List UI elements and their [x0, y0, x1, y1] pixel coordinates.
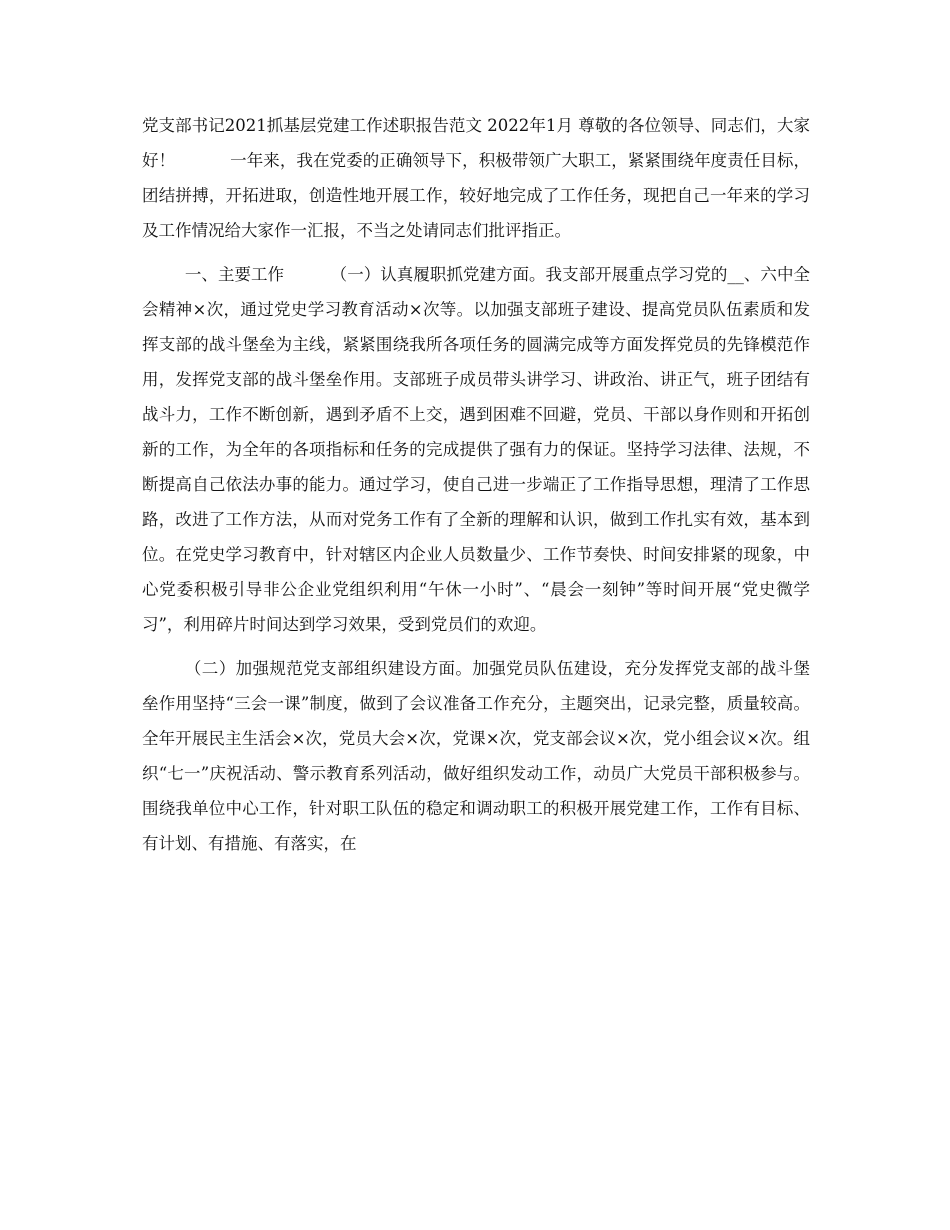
paragraph-main-work: 一、主要工作 （一）认真履职抓党建方面。我支部开展重点学习党的__、六中全会精神×次，通过党史学习教育活动×次等。以加强支部班子建设、提高党员队伍素质和发挥支部的战斗堡垒为主线，紧紧围绕我所各项任务的圆满完成等方面发挥党员的先锋模范作用，发挥党支部的战斗堡垒作用。支部班子成员带头讲学习、讲政治、讲正气，班子团结有战斗力，工作不断创新，遇到矛盾不上交，遇到困难不回避，党员、干部以身作则和开拓创新的工作，为全年的各项指标和任务的完成提供了强有力的保证。坚持学习法律、法规，不断提高自己依法办事的能力。通过学习，使自己进一步端正了工作指导思想，理清了工作思路，改进了工作方法，从而对党务工作有了全新的理解和认识，做到工作扎实有效，基本到位。在党史学习教育中，针对辖区内企业人员数量少、工作节奏快、时间安排紧的现象，中心党委积极引导非公企业党组织利用“午休一小时”、“晨会一刻钟”等时间开展“党史微学习”，利用碎片时间达到学习效果，受到党员们的欢迎。 [142, 265, 810, 634]
paragraph-intro: 党支部书记2021抓基层党建工作述职报告范文 2022年1月 尊敬的各位领导、同志们，大家好！ 一年来，我在党委的正确领导下，积极带领广大职工，紧紧围绕年度责任目标，团结拼搏，开拓进取，创造性地开展工作，较好地完成了工作任务，现把自己一年来的学习及工作情况给大家作一汇报，不当之处请同志们批评指正。 [142, 116, 810, 240]
document-body [142, 108, 810, 870]
paragraph-organization: （二）加强规范党支部组织建设方面。加强党员队伍建设，充分发挥党支部的战斗堡垒作用坚持“三会一课”制度，做到了会议准备工作充分，主题突出，记录完整，质量较高。全年开展民主生活会×次，党员大会×次，党课×次，党支部会议×次，党小组会议×次。组织“七一”庆祝活动、警示教育系列活动，做好组织发动工作，动员广大党员干部积极参与。围绕我单位中心工作，针对职工队伍的稳定和调动职工的积极开展党建工作，工作有目标、有计划、有措施、有落实，在 [142, 659, 810, 853]
